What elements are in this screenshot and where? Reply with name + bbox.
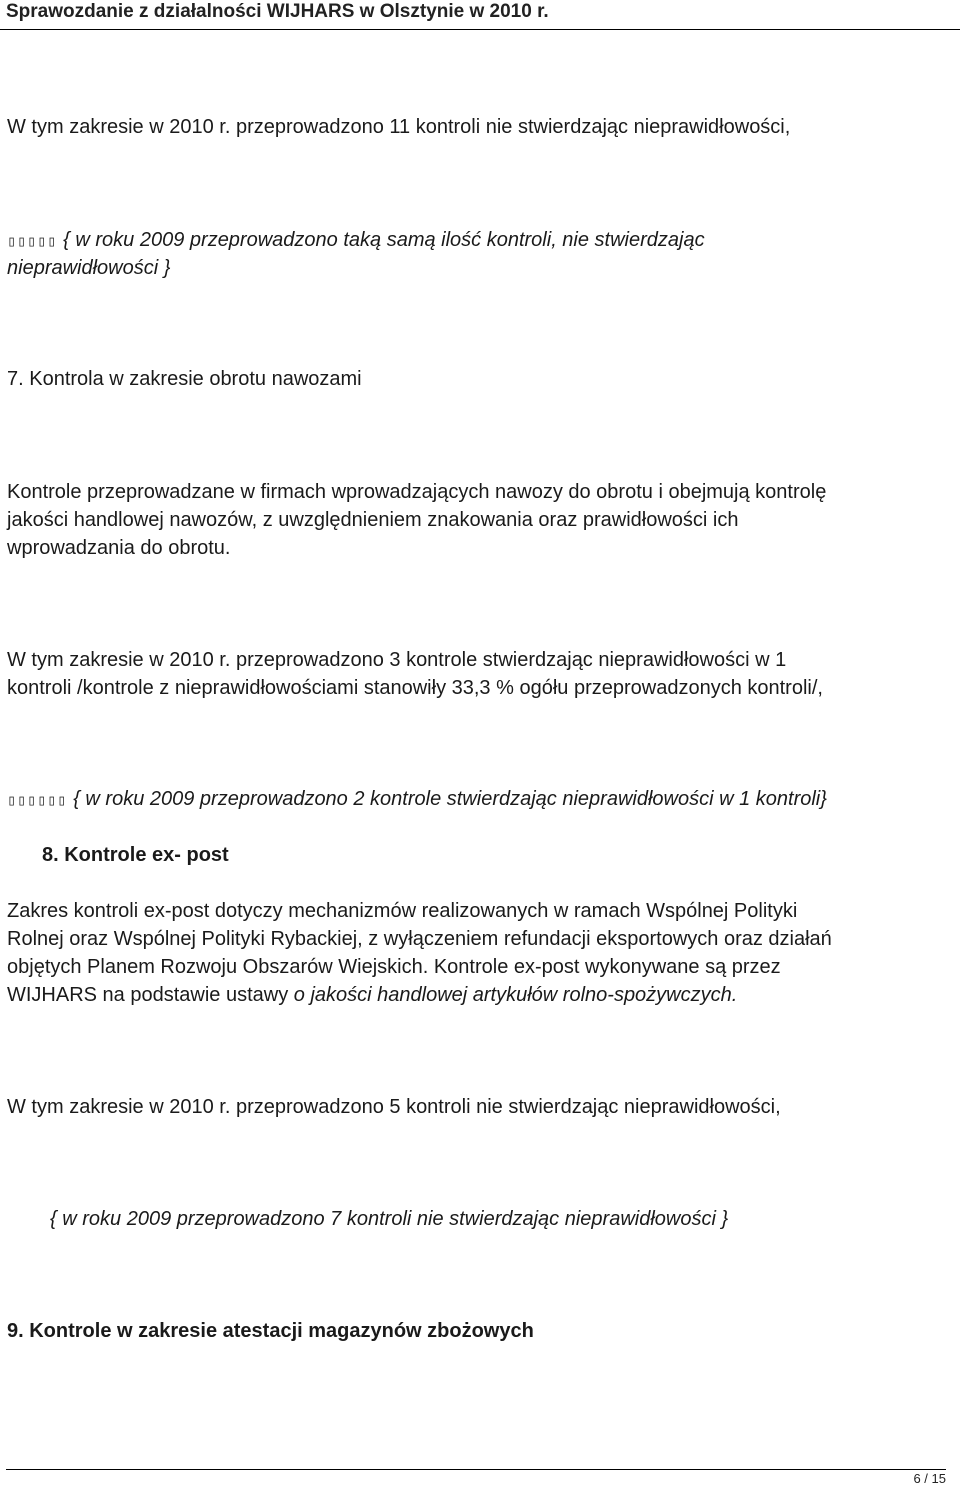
statute-title: o jakości handlowej artykułów rolno-spożywczych. xyxy=(293,984,738,1006)
section8-result-2010: W tym zakresie w 2010 r. przeprowadzono 5 kontroli nie stwierdzając nieprawidłowości, xyxy=(7,1096,781,1118)
section6-comparison-2009-line1 xyxy=(7,227,705,254)
section7-comparison-text: { w roku 2009 przeprowadzono 2 kontrole stwierdzając nieprawidłowości w 1 kontroli} xyxy=(73,788,827,810)
section7-heading: 7. Kontrola w zakresie obrotu nawozami xyxy=(7,368,362,390)
section7-body-line3: wprowadzania do obrotu. xyxy=(7,537,231,559)
section6-comparison-2009-line2: nieprawidłowości } xyxy=(7,257,171,279)
section6-result-2010: W tym zakresie w 2010 r. przeprowadzono 11 kontroli nie stwierdzając nieprawidłowości, xyxy=(7,116,791,138)
missing-glyph-boxes: ▯▯▯▯▯ xyxy=(7,232,58,250)
document-title: Sprawozdanie z działalności WIJHARS w Olsztynie w 2010 r. xyxy=(6,1,549,22)
section9-heading: 9. Kontrole w zakresie atestacji magazynów zbożowych xyxy=(7,1320,534,1342)
section7-body-line2: jakości handlowej nawozów, z uwzględnieniem znakowania oraz prawidłowości ich xyxy=(7,509,739,531)
section8-body-line3: objętych Planem Rozwoju Obszarów Wiejskich. Kontrole ex-post wykonywane są przez xyxy=(7,956,781,978)
page-header xyxy=(0,0,960,30)
section8-heading: 8. Kontrole ex- post xyxy=(42,844,229,866)
section7-result-line1: W tym zakresie w 2010 r. przeprowadzono 3 kontrole stwierdzając nieprawidłowości w 1 xyxy=(7,649,787,671)
section8-body-line1: Zakres kontroli ex-post dotyczy mechanizmów realizowanych w ramach Wspólnej Polityki xyxy=(7,900,798,922)
section7-result-line2: kontroli /kontrole z nieprawidłowościami stanowiły 33,3 % ogółu przeprowadzonych kontroli/, xyxy=(7,677,823,699)
section7-comparison-2009 xyxy=(7,786,827,813)
section8-body-line4 xyxy=(7,982,737,1008)
section7-body-line1: Kontrole przeprowadzane w firmach wprowadzających nawozy do obrotu i obejmują kontrolę xyxy=(7,481,827,503)
missing-glyph-boxes: ▯▯▯▯▯▯ xyxy=(7,791,68,809)
section8-comparison-2009: { w roku 2009 przeprowadzono 7 kontroli nie stwierdzając nieprawidłowości } xyxy=(50,1208,729,1230)
section8-body-line2: Rolnej oraz Wspólnej Polityki Rybackiej, z wyłączeniem refundacji eksportowych oraz działań xyxy=(7,928,832,950)
page-number: 6 / 15 xyxy=(913,1471,946,1486)
section8-body-line4-plain: WIJHARS na podstawie ustawy xyxy=(7,984,294,1006)
section6-comparison-text: { w roku 2009 przeprowadzono taką samą ilość kontroli, nie stwierdzając xyxy=(63,229,705,251)
footer-divider xyxy=(6,1469,946,1470)
